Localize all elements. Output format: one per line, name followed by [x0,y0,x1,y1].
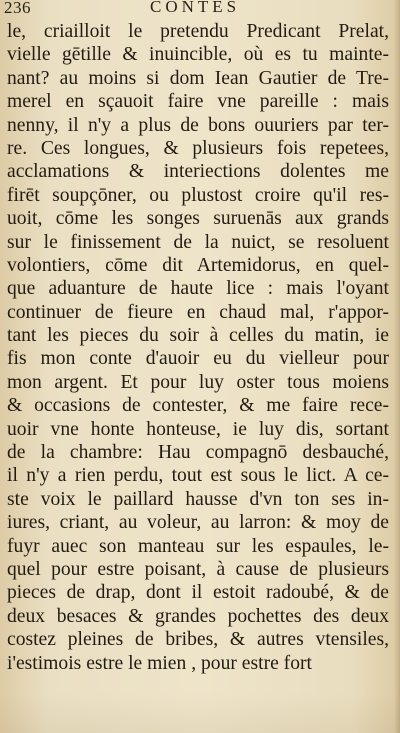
text-line: nenny, il n'y a plus de bons ouuriers par ter- [7,114,389,136]
text-line: volontiers, cōme dit Artemidorus, en quel- [7,254,389,276]
text-line: nant? au moins si dom Iean Gautier de Tre- [7,67,389,89]
text-line: fis mon conte d'auoir eu du vielleur pour [7,348,389,370]
page-number: 236 [4,0,31,17]
text-line: uoit, cōme les songes suruenās aux grands [7,208,389,230]
text-line: quel pour estre poisant, à cause de plusieurs [7,558,389,580]
text-line: deux besaces & grandes pochettes des deux [7,605,389,627]
text-line: continuer de fieure en chaud mal, r'appor- [7,301,389,323]
body-text [7,20,389,675]
text-line: sur le finissement de la nuict, se resoluent [7,231,389,253]
text-line: ste voix le paillard hausse d'vn ton ses in- [7,488,389,510]
text-line: tant les pieces du soir à celles du matin, ie [7,325,389,347]
text-line: uoir vne honte honteuse, ie luy dis, sortant [7,418,389,440]
text-line: firēt soupçōner, ou plustost croire qu'il res- [7,184,389,206]
text-line: pieces de drap, dont il estoit radoubé, & de [7,582,389,604]
page-edge-shadow [394,0,400,733]
text-line: acclamations & interiections dolentes me [7,161,389,183]
text-line: il n'y a rien perdu, tout est sous le lict. A ce- [7,465,389,487]
running-head: CONTES [150,0,241,16]
text-line: de la chambre: Hau compagnō desbauché, [7,442,389,464]
text-line: mon argent. Et pour luy oster tous moiens [7,371,389,393]
text-line: que aduanture de haute lice : mais l'oyant [7,278,389,300]
text-line: i'estimois estre le mien , pour estre fort [7,652,312,674]
text-line: merel en sçauoit faire vne pareille : mais [7,91,389,113]
text-line: vielle gētille & inuincible, où es tu mainte- [7,44,389,66]
text-line: costez pleines de bribes, & autres vtensiles, [7,629,389,651]
text-line: re. Ces longues, & plusieurs fois repetees, [7,137,389,159]
text-line: & occasions de contester, & me faire rece- [7,395,389,417]
text-line: le, criailloit le pretendu Predicant Prelat, [7,21,389,42]
page-bottom-shade [0,693,400,733]
text-line: iures, criant, au voleur, au larron: & moy de [7,512,389,534]
page-header [0,0,400,22]
text-line: fuyr auec son manteau sur les espaules, le- [7,535,389,557]
